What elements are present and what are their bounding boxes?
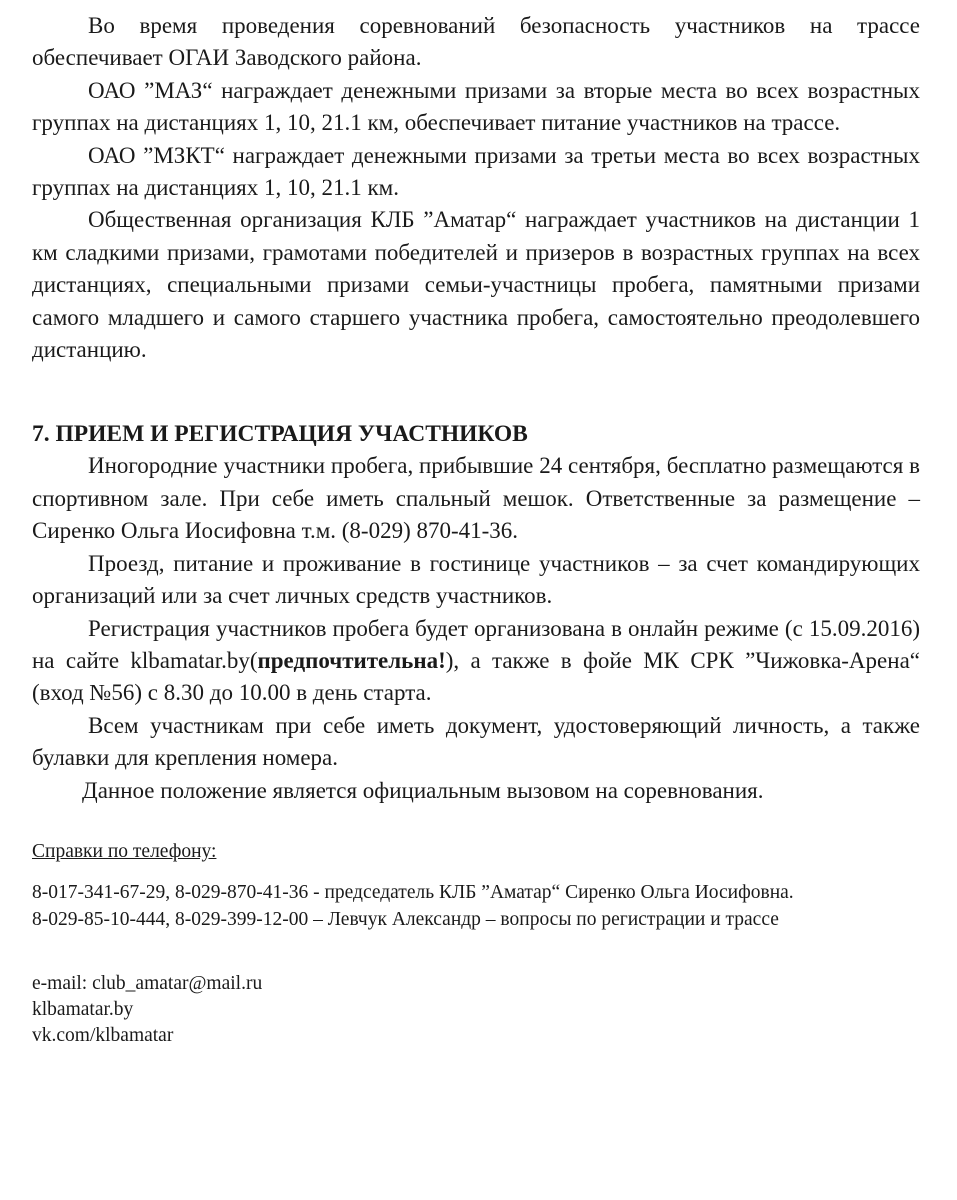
paragraph-online-registration [32, 613, 920, 710]
paragraph-documents: Всем участникам при себе иметь документ, удостоверяющий личность, а также булавки для крепления номера. [32, 712, 920, 771]
paragraph-accommodation: Иногородние участники пробега, прибывшие 24 сентября, бесплатно размещаются в спортивном зале. При себе иметь спальный мешок. Ответственные за размещение – Сиренко Ольга Иосифовна т.м. (8-029) 870-41-36. [32, 453, 920, 544]
contact-line-registration: 8-029-85-10-444, 8-029-399-12-00 – Левчук Александр – вопросы по регистрации и трассе [32, 908, 779, 930]
paragraph-amatar-prizes: Общественная организация КЛБ ”Аматар“ награждает участников на дистанции 1 км сладкими призами, грамотами победителей и призеров в возрастных группах на всех дистанциях, специальными призами семьи-участницы пробега, памятными призами самого младшего и самого старшего участника пробега, самостоятельно преодолевшего дистанцию. [32, 207, 920, 363]
section-heading-registration: 7. ПРИЕМ И РЕГИСТРАЦИЯ УЧАСТНИКОВ [32, 421, 528, 448]
email-link[interactable]: e-mail: club_amatar@mail.ru [32, 972, 263, 994]
vk-link[interactable]: vk.com/klbamatar [32, 1024, 174, 1046]
document-page [32, 10, 920, 1049]
paragraph-safety: Во время проведения соревнований безопасность участников на трассе обеспечивает ОГАИ Заводского района. [32, 13, 920, 71]
contact-links [32, 971, 920, 1049]
paragraph-travel-costs: Проезд, питание и проживание в гостинице участников – за счет командирующих организаций или за счет личных средств участников. [32, 550, 920, 609]
paragraph-maz-prizes: ОАО ”МАЗ“ награждает денежными призами за вторые места во всех возрастных группах на дистанциях 1, 10, 21.1 км, обеспечивает питание участников на трассе. [32, 77, 920, 136]
registration-text-end: ), а также в фойе МК СРК ”Чижовка-Арена“ (вход №56) с 8.30 до 10.00 в день старта. [32, 647, 920, 706]
website-link[interactable]: klbamatar.by [32, 998, 134, 1020]
registration-text-start: Регистрация участников пробега будет организована в онлайн режиме (с 15.09.2016) на сайте klbamatar.by( [32, 615, 920, 673]
paragraph-official-invitation: Данное положение является официальным вызовом на соревнования. [82, 777, 764, 803]
paragraph-mzkt-prizes: ОАО ”МЗКТ“ награждает денежными призами за третьи места во всех возрастных группах на дистанциях 1, 10, 21.1 км. [32, 142, 920, 201]
contact-line-chairman: 8-017-341-67-29, 8-029-870-41-36 - председатель КЛБ ”Аматар“ Сиренко Ольга Иосифовна. [32, 881, 794, 903]
contacts-title: Справки по телефону: [32, 840, 217, 862]
registration-preferred-emphasis: предпочтительна! [257, 647, 446, 673]
